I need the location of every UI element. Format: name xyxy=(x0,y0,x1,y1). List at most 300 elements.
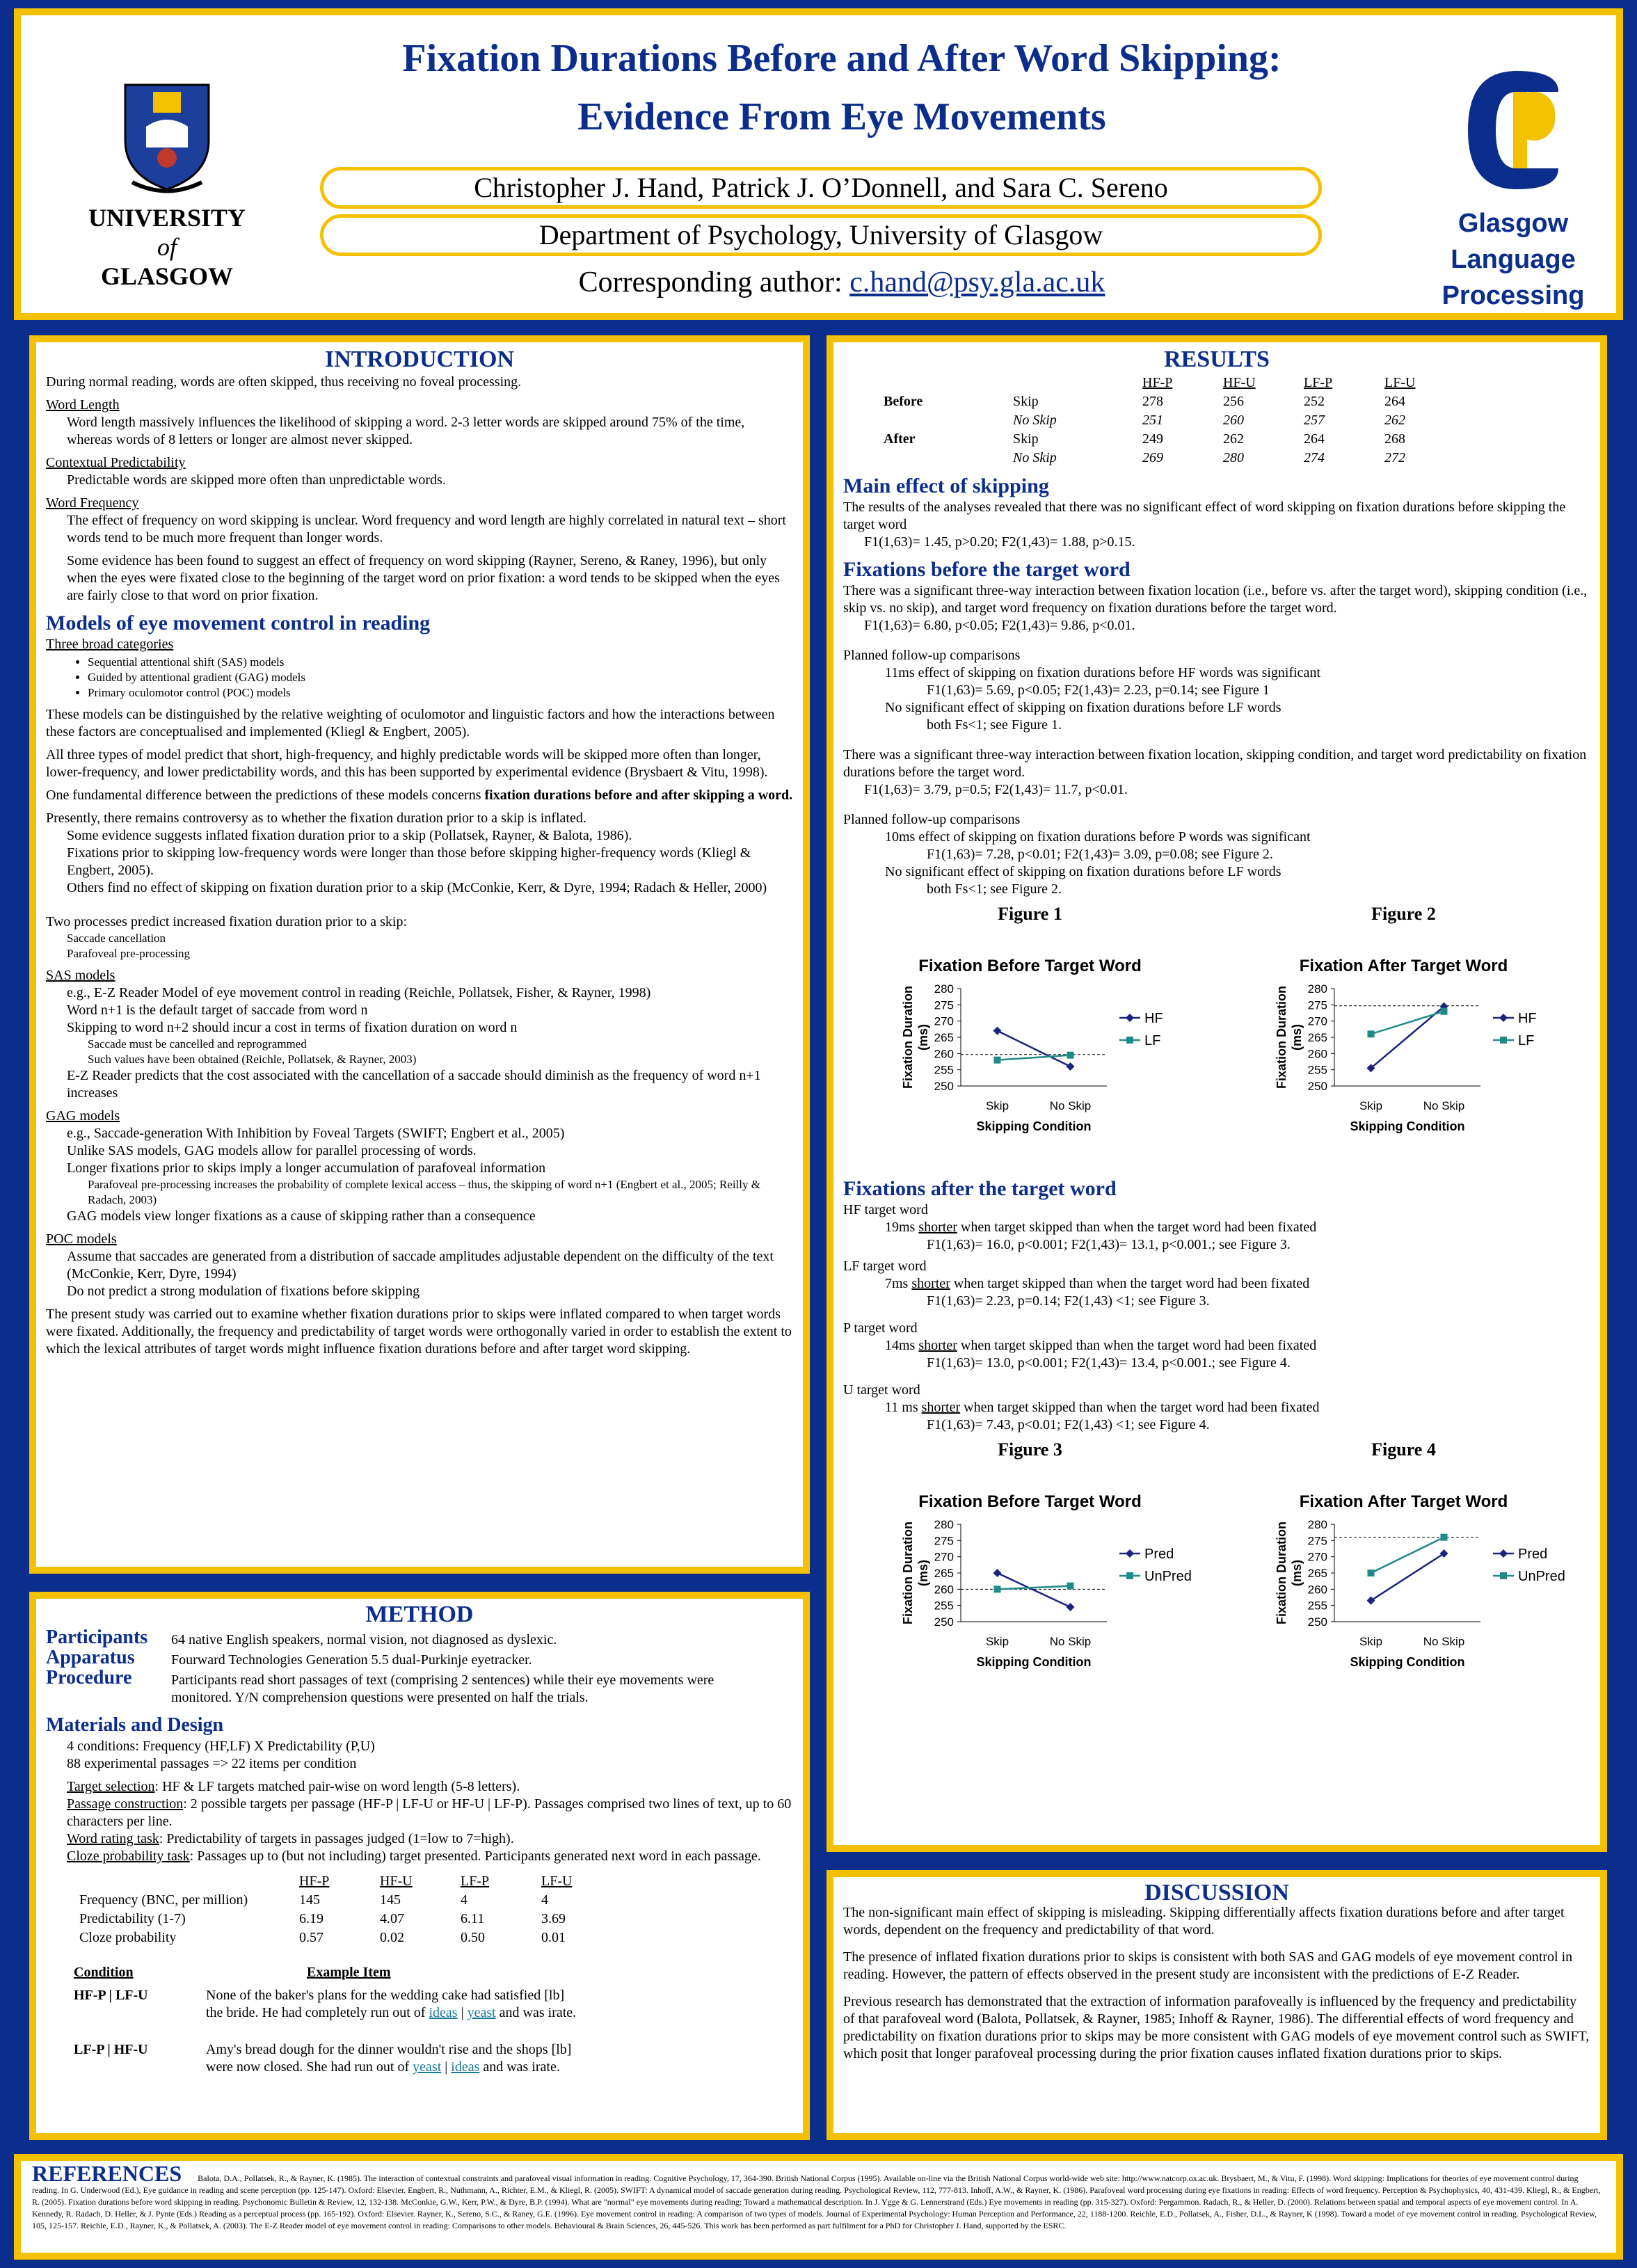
poc-item: Do not predict a strong modulation of fixations before skipping xyxy=(67,1284,420,1299)
intro-paragraph-4a: Some evidence suggests inflated fixation duration prior to a skip (Pollatsek, Rayner, & Balota, 1986). xyxy=(67,828,632,843)
materials-heading: Materials and Design xyxy=(46,1714,224,1736)
cloze-task: Cloze probability task: Passages up to (but not including) target presented. Participants generated next word in each passage. xyxy=(67,1848,761,1864)
x-tick-label: No Skip xyxy=(1049,1099,1091,1112)
chart-figure-3 xyxy=(863,1510,1197,1698)
label: Cloze probability task xyxy=(67,1848,190,1864)
example-condition: HF-P | LF-U xyxy=(74,1988,148,2003)
x-tick-label: Skip xyxy=(1359,1099,1382,1112)
text-span: when target skipped than when the target word had been fixated xyxy=(957,1220,1317,1235)
legend-marker xyxy=(1500,1572,1507,1579)
table-cell: 0.01 xyxy=(541,1930,566,1945)
legend-marker xyxy=(1500,1037,1507,1044)
chart-figure-1 xyxy=(863,975,1197,1163)
table-row xyxy=(74,1891,616,1910)
table-cell: 251 xyxy=(1142,413,1163,428)
chart-title: Fixation After Target Word xyxy=(1299,957,1508,975)
models-heading: Models of eye movement control in reading xyxy=(46,612,431,634)
word-frequency-heading: Word Frequency xyxy=(46,495,139,511)
after-hf-stats: F1(1,63)= 16.0, p<0.001; F2(1,43)= 13.1, p<0.001.; see Figure 3. xyxy=(927,1237,1291,1252)
series-line-unpred xyxy=(1371,1538,1444,1573)
table-cell xyxy=(878,411,1007,430)
stimulus-properties-table xyxy=(74,1872,616,1947)
university-crest-icon xyxy=(104,71,230,200)
table-cell: 4.07 xyxy=(380,1911,404,1926)
university-line-2: of xyxy=(157,233,177,261)
model-categories-list xyxy=(46,655,793,701)
y-tick-label: 250 xyxy=(1307,1080,1327,1093)
process-item: Saccade cancellation xyxy=(67,932,166,945)
example-item xyxy=(206,2041,571,2076)
word-length-heading: Word Length xyxy=(46,397,120,413)
table-cell: 264 xyxy=(1304,431,1325,447)
table-cell: 145 xyxy=(380,1892,401,1908)
glp-line-3: Processing xyxy=(1442,281,1585,310)
contextual-predictability-text: Predictable words are skipped more often than unpredictable words. xyxy=(67,472,446,488)
table-cell: 257 xyxy=(1304,413,1325,428)
references-text: Balota, D.A., Pollatsek, R., & Rayner, K. (1985). The interaction of contextual constraints and parafoveal visual information in reading. Cognitive Psychology, 17, 364-390. British National Corpus (1995). Available on-line via the British National Corpus world-wide web site: http://www.natcorp.ox.ac.uk. Brysbaert, M., & Vitu, F. (1998). Word skipping: Implications for theories of eye movement control during reading. In G. Underwood (Ed.), Eye guidance in reading and scene perception (pp. 125-147). Oxford: Elsevier. Engbert, R., Nuthmann, A., Richter, E.M., & Kliegl, R. (2005). SWIFT: A dynamical model of saccade generation during reading. Psychological Review, 112, 777-813. Inhoff, A.W., & Rayner, K. (1986). Parafoveal word processing during eye fixations in reading: Effects of word frequency. Perception & Psychophysics, 40, 431-439. Kliegl, R., & Engbert, R. (2005). Fixation durations before word skipping in reading. Psychonomic Bulletin & Review, 12, 132-138. McConkie, G.W., Kerr, P.W., & Dyre, B.P. (1994). What are "normal" eye movements during reading: Toward a mathematical description. In J. Ygge & G. Lennerstrand (Eds.) Eye movements in reading (pp. 315-327). Oxford: Pergammon. Radach, R., & Heller, D. (2000). Relations between spatial and temporal aspects of eye movement control. In A. Kennedy, R. Radach, D. Heller, & J. Pynte (Eds.) Reading as a perceptual process (pp. 165-192). Oxford: Elsevier. Rayner, K., Sereno, S.C., & Raney, G.E. (1996). Eye movement control in reading: A comparison of two types of models. Journal of Experimental Psychology: Human Perception and Performance, 22, 1188-1200. Reichle, E.D., Pollatsek, A., Fisher, D.L., & Rayner, K (1998). Toward a model of eye movement control in reading. Psychological Review, 105, 125-157. Reichle, E.D., Rayner, K., & Pollatsek, A. (2003). The E-Z Reader model of eye movement control in reading: Comparisons to other models. Behavioural & Brain Sciences, 26, 445-526. This work has been performed as part fulfilment for a PhD for Christopher J. Hand, supported by the ESRC. xyxy=(32,2173,1601,2230)
series-line-pred xyxy=(1371,1554,1444,1601)
table-cell xyxy=(1007,374,1137,392)
table-header: LF-P xyxy=(461,1874,490,1889)
y-tick-label: 280 xyxy=(934,1518,954,1531)
after-hf-text xyxy=(843,1219,1590,1236)
legend-label: UnPred xyxy=(1144,1569,1192,1584)
x-axis-label: Skipping Condition xyxy=(976,1655,1091,1669)
intro-paragraph-4b: Fixations prior to skipping low-frequency words were longer than those before skipping higher-frequency words (Kliegl & Engbert, 2005). xyxy=(67,845,751,878)
text-span: 7ms xyxy=(885,1276,912,1291)
data-point xyxy=(993,1027,1001,1035)
y-tick-label: 265 xyxy=(1307,1567,1327,1580)
results-table xyxy=(878,374,1460,468)
participants-label: Participants xyxy=(46,1627,148,1648)
y-tick-label: 260 xyxy=(1307,1583,1327,1597)
y-tick-label: 265 xyxy=(1307,1031,1327,1044)
followup-heading: Planned follow-up comparisons xyxy=(843,812,1021,827)
followup-stats: F1(1,63)= 5.69, p<0.05; F2(1,43)= 2.23, p=0.14; see Figure 1 xyxy=(927,682,1270,698)
materials-item: 4 conditions: Frequency (HF,LF) X Predictability (P,U) xyxy=(67,1739,375,1754)
table-row xyxy=(878,411,1460,430)
y-tick-label: 260 xyxy=(934,1047,954,1061)
glp-wordmark xyxy=(1419,205,1607,314)
after-u-text xyxy=(843,1399,1590,1416)
after-lf-text xyxy=(843,1275,1590,1293)
table-header: LF-U xyxy=(541,1874,573,1889)
y-tick-label: 255 xyxy=(934,1599,954,1613)
example-item xyxy=(206,1987,576,2022)
x-tick-label: Skip xyxy=(985,1099,1009,1112)
table-cell xyxy=(878,449,1007,468)
text-span: were now closed. She had run out of xyxy=(206,2059,413,2075)
x-tick-label: Skip xyxy=(1359,1635,1382,1648)
chart-title: Fixation Before Target Word xyxy=(918,1492,1142,1511)
y-tick-label: 260 xyxy=(1307,1047,1327,1061)
list-item: • Primary oculomotor control (POC) models xyxy=(88,685,793,701)
legend-marker xyxy=(1126,1572,1133,1579)
y-tick-label: 250 xyxy=(934,1615,954,1629)
table-cell: Cloze probability xyxy=(79,1930,177,1945)
results-heading: RESULTS xyxy=(1164,346,1270,372)
table-cell: 264 xyxy=(1384,394,1405,409)
poc-heading: POC models xyxy=(46,1231,117,1247)
gag-item: e.g., Saccade-generation With Inhibition by Foveal Targets (SWIFT; Engbert et al., 2005) xyxy=(67,1126,565,1141)
contextual-predictability-heading: Contextual Predictability xyxy=(46,455,186,470)
after-u-label: U target word xyxy=(843,1382,920,1398)
example-line: Amy's bread dough for the dinner wouldn't rise and the shops [lb] xyxy=(206,2042,572,2057)
example-line xyxy=(206,2004,576,2022)
table-cell: 6.19 xyxy=(299,1911,324,1926)
data-point xyxy=(993,1057,1000,1064)
series-line-hf xyxy=(997,1031,1070,1067)
data-point xyxy=(1367,1030,1374,1037)
after-lf-label: LF target word xyxy=(843,1259,927,1274)
table-cell: 252 xyxy=(1304,394,1325,409)
chart-figure-4 xyxy=(1237,1510,1571,1698)
introduction-panel xyxy=(29,335,810,1574)
introduction-heading: INTRODUCTION xyxy=(324,346,515,372)
data-point xyxy=(1440,1008,1447,1015)
example-line: None of the baker's plans for the wedding cake had satisfied [lb] xyxy=(206,1988,565,2003)
after-u-stats: F1(1,63)= 7.43, p<0.01; F2(1,43) <1; see Figure 4. xyxy=(927,1417,1210,1432)
example-line xyxy=(206,2059,571,2076)
y-tick-label: 250 xyxy=(934,1080,954,1093)
text-span: 14ms xyxy=(885,1338,919,1353)
table-header: HF-P xyxy=(1142,375,1173,390)
y-tick-label: 280 xyxy=(934,982,954,996)
text: Passages up to (but not including) target presented. Participants generated next word in each passage. xyxy=(197,1848,761,1864)
y-axis-label: Fixation Duration xyxy=(1274,986,1288,1089)
legend-marker xyxy=(1499,1014,1508,1022)
data-point xyxy=(993,1586,1000,1592)
y-tick-label: 275 xyxy=(1307,998,1327,1012)
data-point xyxy=(1066,1603,1074,1611)
legend-label: UnPred xyxy=(1517,1569,1565,1584)
followup-stats: F1(1,63)= 7.28, p<0.01; F2(1,43)= 3.09, p=0.08; see Figure 2. xyxy=(927,847,1273,862)
y-tick-label: 265 xyxy=(934,1031,954,1044)
y-tick-label: 275 xyxy=(934,998,954,1012)
main-effect-text: The results of the analyses revealed that there was no significant effect of word skipping on fixation durations before skipping the target word xyxy=(843,500,1566,532)
table-cell: 274 xyxy=(1304,450,1325,465)
method-heading: METHOD xyxy=(365,1602,474,1627)
text-span: when target skipped than when the target word had been fixated xyxy=(960,1400,1320,1415)
sas-item: e.g., E-Z Reader Model of eye movement control in reading (Reichle, Pollatsek, Fisher, & Rayner, 1998) xyxy=(67,985,651,1000)
table-cell: 262 xyxy=(1384,413,1405,428)
after-heading: Fixations after the target word xyxy=(843,1177,1117,1200)
target-word: ideas xyxy=(429,2005,458,2020)
followup-heading: Planned follow-up comparisons xyxy=(843,648,1021,663)
authors-box xyxy=(320,167,1322,209)
header-panel xyxy=(14,8,1623,320)
followup-stats: both Fs<1; see Figure 2. xyxy=(927,881,1062,897)
table-row xyxy=(878,449,1460,468)
process-item: Parafoveal pre-processing xyxy=(67,947,191,960)
table-cell: 256 xyxy=(1223,394,1244,409)
y-tick-label: 260 xyxy=(934,1583,954,1597)
x-tick-label: No Skip xyxy=(1423,1635,1464,1648)
figure-label: Figure 1 xyxy=(998,904,1062,924)
y-tick-label: 280 xyxy=(1307,1518,1327,1531)
text-span: shorter xyxy=(918,1338,957,1353)
example-row-2 xyxy=(74,2041,793,2076)
table-cell: 280 xyxy=(1223,450,1244,465)
example-row-1 xyxy=(74,1987,793,2022)
passage-construction: Passage construction: 2 possible targets per passage (HF-P | LF-U or HF-U | LF-P). Passages comprised two lines of text, up to 60 characters per line. xyxy=(67,1796,792,1829)
figure-3 xyxy=(863,1441,1197,1703)
references-panel xyxy=(14,2154,1623,2260)
sas-subitem: Saccade must be cancelled and reprogrammed xyxy=(88,1037,307,1051)
table-row xyxy=(878,392,1460,411)
glp-logo-icon xyxy=(1454,64,1572,196)
series-line-lf xyxy=(1371,1012,1444,1035)
procedure-label: Procedure xyxy=(46,1667,132,1688)
table-cell: 4 xyxy=(541,1892,548,1908)
materials-item: 88 experimental passages => 22 items per condition xyxy=(67,1756,357,1771)
after-lf-stats: F1(1,63)= 2.23, p=0.14; F2(1,43) <1; see Figure 3. xyxy=(927,1293,1210,1309)
table-cell xyxy=(878,374,1007,392)
table-cell: 145 xyxy=(299,1892,320,1908)
sas-heading: SAS models xyxy=(46,968,115,983)
table-cell: 249 xyxy=(1142,431,1163,447)
poster-title xyxy=(327,29,1357,146)
table-cell: 268 xyxy=(1384,431,1405,447)
series-line-unpred xyxy=(997,1586,1070,1590)
list-item: • Sequential attentional shift (SAS) models xyxy=(88,655,793,670)
text-span: when target skipped than when the target word had been fixated xyxy=(950,1276,1310,1291)
y-tick-label: 280 xyxy=(1307,982,1327,996)
word-frequency-text-1: The effect of frequency on word skipping is unclear. Word frequency and word length are highly correlated in natural text – short words tend to be much more frequent than longer words. xyxy=(67,513,786,545)
data-point xyxy=(1066,1062,1074,1071)
sas-item: Skipping to word n+2 should incur a cost in terms of fixation duration on word n xyxy=(67,1020,518,1035)
table-cell: 260 xyxy=(1223,413,1244,428)
chart-title: Fixation After Target Word xyxy=(1299,1492,1508,1511)
apparatus-text: Fourward Technologies Generation 5.5 dual-Purkinje eyetracker. xyxy=(171,1652,532,1668)
word-length-text: Word length massively influences the likelihood of skipping a word. 2-3 letter words are skipped around 75% of the time, whereas words of 8 letters or longer are almost never skipped. xyxy=(67,415,745,447)
before-stats-1: F1(1,63)= 6.80, p<0.05; F2(1,43)= 9.86, p<0.01. xyxy=(864,618,1135,633)
word-rating: Word rating task: Predictability of targets in passages judged (1=low to 7=high). xyxy=(67,1831,514,1846)
followup-stats: both Fs<1; see Figure 1. xyxy=(927,717,1062,733)
data-point xyxy=(1067,1583,1073,1590)
sas-subitem: Such values have been obtained (Reichle, Pollatsek, & Rayner, 2003) xyxy=(88,1053,417,1066)
table-cell: After xyxy=(884,431,916,447)
y-tick-label: 255 xyxy=(1307,1063,1327,1077)
y-tick-label: 255 xyxy=(934,1063,954,1077)
corr-label: Corresponding author: xyxy=(578,266,843,298)
text-span: | xyxy=(441,2059,452,2075)
text-span: One fundamental difference between the predictions of these models concerns xyxy=(46,788,485,803)
main-effect-heading: Main effect of skipping xyxy=(843,474,1049,497)
followup-item: No significant effect of skipping on fixation durations before LF words xyxy=(885,700,1281,715)
target-word: ideas xyxy=(451,2059,480,2075)
data-point xyxy=(1440,1534,1447,1541)
legend-marker xyxy=(1126,1549,1134,1558)
y-tick-label: 275 xyxy=(1307,1534,1327,1548)
after-p-text xyxy=(843,1337,1590,1355)
table-cell: 0.50 xyxy=(461,1930,485,1945)
series-line-pred xyxy=(997,1573,1070,1607)
discussion-heading: DISCUSSION xyxy=(1144,1880,1289,1906)
text-span: 11 ms xyxy=(885,1400,922,1415)
table-cell: 278 xyxy=(1142,394,1163,409)
references-heading: REFERENCES xyxy=(32,2161,182,2186)
after-p-label: P target word xyxy=(843,1320,918,1336)
y-tick-label: 265 xyxy=(934,1567,954,1580)
x-tick-label: Skip xyxy=(985,1635,1009,1648)
table-row xyxy=(74,1910,616,1928)
table-cell: 272 xyxy=(1384,450,1405,465)
table-cell: Frequency (BNC, per million) xyxy=(79,1892,248,1908)
discussion-panel xyxy=(827,1870,1607,2140)
label: Word rating task xyxy=(67,1831,159,1846)
apparatus-label: Apparatus xyxy=(46,1647,135,1668)
bold-span: fixation durations before and after skipping a word. xyxy=(484,788,793,803)
table-cell xyxy=(74,1872,294,1891)
example-item-header: Example Item xyxy=(307,1965,391,1980)
figure-label: Figure 4 xyxy=(1371,1439,1436,1460)
target-word: yeast xyxy=(467,2005,496,2020)
y-axis-label: Fixation Duration xyxy=(900,986,915,1089)
university-line-1: UNIVERSITY xyxy=(88,204,246,232)
method-panel xyxy=(29,1592,810,2140)
figure-4 xyxy=(1237,1441,1571,1703)
y-axis-label-unit: (ms) xyxy=(916,1023,930,1051)
chart-title: Fixation Before Target Word xyxy=(918,957,1142,975)
table-cell: 6.11 xyxy=(461,1911,485,1926)
table-cell: 0.02 xyxy=(380,1930,404,1945)
university-line-3: GLASGOW xyxy=(100,262,234,290)
label: Target selection xyxy=(67,1779,155,1794)
gag-item: Longer fixations prior to skips imply a longer accumulation of parafoveal information xyxy=(67,1160,546,1176)
table-cell: 0.57 xyxy=(299,1930,324,1945)
chart-figure-2 xyxy=(1237,975,1571,1163)
table-cell: No Skip xyxy=(1013,450,1057,465)
word-frequency-text-2: Some evidence has been found to suggest an effect of frequency on word skipping (Rayner, Sereno, & Raney, 1996), but only when the eyes were fixated close to the beginning of the target word on prior fixation: a word tends to be skipped when the eyes are fairly close to that word on prior fixation. xyxy=(67,553,780,603)
before-stats-2: F1(1,63)= 3.79, p=0.5; F2(1,43)= 11.7, p<0.01. xyxy=(864,782,1128,797)
x-tick-label: No Skip xyxy=(1049,1635,1091,1648)
text-span: 19ms xyxy=(885,1220,919,1235)
department-box xyxy=(320,214,1322,256)
table-header: LF-P xyxy=(1304,375,1333,390)
table-cell: Before xyxy=(884,394,923,409)
y-axis-label: Fixation Duration xyxy=(900,1522,915,1624)
participants-text: 64 native English speakers, normal vision, not diagnosed as dyslexic. xyxy=(171,1632,557,1647)
y-tick-label: 270 xyxy=(934,1550,954,1564)
intro-closing: The present study was carried out to examine whether fixation durations prior to skips were inflated compared to when target words were fixated. Additionally, the frequency and predictability of target words were orthogonally varied in order to establish the extent to which the lexical attributes of target words might influence fixation durations before and after target word skipping. xyxy=(46,1307,792,1357)
text-span: the bride. He had completely run out of xyxy=(206,2005,429,2020)
legend-label: HF xyxy=(1517,1011,1537,1026)
table-header-row xyxy=(74,1872,616,1891)
table-cell: 3.69 xyxy=(541,1911,566,1926)
procedure-text: Participants read short passages of text (comprising 2 sentences) while their eye movements were monitored. Y/N comprehension questions were presented on half the trials. xyxy=(171,1672,714,1705)
y-tick-label: 270 xyxy=(934,1014,954,1028)
gag-heading: GAG models xyxy=(46,1108,120,1124)
discussion-paragraph-3: Previous research has demonstrated that the extraction of information parafoveally is influenced by the frequency and predictability of that parafoveal word (Balota, Pollatsek, & Rayner, 1985; Inhoff & Rayner, 1986). The differential effects of word frequency and predictability on fixation durations prior to skips may be more consistent with GAG models of eye movement control such as SWIFT, which posit that longer parafoveal processing during the prior fixation causes inflated fixation durations prior to skips. xyxy=(843,1994,1590,2061)
corresponding-author xyxy=(327,266,1357,299)
glp-line-1: Glasgow xyxy=(1458,209,1569,238)
text-span: and was irate. xyxy=(479,2059,560,2075)
example-condition: LF-P | HF-U xyxy=(74,2042,148,2057)
y-tick-label: 270 xyxy=(1307,1014,1327,1028)
legend-label: Pred xyxy=(1517,1547,1547,1562)
series-line-hf xyxy=(1371,1007,1444,1069)
intro-paragraph-2: All three types of model predict that short, high-frequency, and highly predictable words will be skipped more often than longer, lower-frequency, and lower predictability words, and this has been supported by experimental evidence (Brysbaert & Vitu, 1998). xyxy=(46,747,768,780)
data-point xyxy=(993,1569,1001,1577)
sas-item: Word n+1 is the default target of saccade from word n xyxy=(67,1003,368,1018)
table-header: HF-U xyxy=(1223,375,1256,390)
x-tick-label: No Skip xyxy=(1423,1099,1464,1112)
figure-label: Figure 2 xyxy=(1371,904,1436,924)
text: HF & LF targets matched pair-wise on word length (5-8 letters). xyxy=(162,1779,520,1794)
discussion-paragraph-1: The non-significant main effect of skipping is misleading. Skipping differentially affects fixation durations before and after target words, dependent on the frequency and predictability of that word. xyxy=(843,1905,1565,1938)
target-selection: Target selection: HF & LF targets matched pair-wise on word length (5-8 letters). xyxy=(67,1779,520,1794)
text-span: shorter xyxy=(918,1220,957,1235)
x-axis-label: Skipping Condition xyxy=(1350,1119,1464,1133)
legend-marker xyxy=(1499,1549,1508,1558)
gag-item: GAG models view longer fixations as a cause of skipping rather than a consequence xyxy=(67,1208,536,1224)
text-span: | xyxy=(457,2005,468,2020)
figure-label: Figure 3 xyxy=(998,1439,1062,1460)
procedure-row xyxy=(46,1669,793,1707)
legend-marker xyxy=(1126,1037,1133,1044)
university-wordmark xyxy=(63,203,271,291)
followup-item: 11ms effect of skipping on fixation durations before HF words was significant xyxy=(885,665,1320,680)
table-cell: No Skip xyxy=(1013,413,1057,428)
figure-2 xyxy=(1237,905,1571,1167)
apparatus-row xyxy=(46,1649,793,1669)
table-row xyxy=(878,430,1460,449)
table-cell: 4 xyxy=(461,1892,468,1908)
condition-header: Condition xyxy=(74,1965,134,1980)
table-header: LF-U xyxy=(1384,375,1416,390)
gag-item: Unlike SAS models, GAG models allow for parallel processing of words. xyxy=(67,1143,477,1158)
text-span: shorter xyxy=(921,1400,961,1415)
x-axis-label: Skipping Condition xyxy=(976,1119,1091,1133)
authors: Christopher J. Hand, Patrick J. O’Donnell, and Sara C. Sereno xyxy=(474,172,1168,203)
legend-label: LF xyxy=(1144,1033,1160,1048)
data-point xyxy=(1067,1052,1073,1059)
followup-item: 10ms effect of skipping on fixation durations before P words was significant xyxy=(885,829,1311,845)
table-header-row xyxy=(878,374,1460,392)
before-text-2: There was a significant three-way interaction between fixation location, skipping condition, and target word predictability on fixation durations before the target word. xyxy=(843,747,1587,780)
y-axis-label-unit: (ms) xyxy=(1289,1023,1304,1051)
results-panel xyxy=(827,335,1607,1852)
y-tick-label: 255 xyxy=(1307,1599,1327,1613)
data-point xyxy=(1367,1570,1374,1576)
figure-1 xyxy=(863,905,1197,1167)
table-cell: Predictability (1-7) xyxy=(79,1911,186,1926)
after-p-stats: F1(1,63)= 13.0, p<0.001; F2(1,43)= 13.4, p<0.001.; see Figure 4. xyxy=(927,1355,1291,1371)
data-point xyxy=(1439,1549,1448,1558)
discussion-paragraph-2: The presence of inflated fixation durations prior to skips is consistent with both SAS and GAG models of eye movement control in reading. However, the pattern of effects observed in the present study are inconsistent with the predictions of E-Z Reader. xyxy=(843,1949,1573,1982)
glp-logo xyxy=(1419,64,1607,314)
y-axis-label-unit: (ms) xyxy=(916,1559,930,1587)
legend-label: LF xyxy=(1517,1033,1534,1048)
table-cell: Skip xyxy=(1013,431,1039,447)
target-word: yeast xyxy=(413,2059,442,2075)
table-cell: Skip xyxy=(1013,394,1039,409)
text: 2 possible targets per passage (HF-P | LF-U or HF-U | LF-P). Passages comprised two lines of text, up to 60 characters per line. xyxy=(67,1796,792,1829)
x-axis-label: Skipping Condition xyxy=(1350,1655,1464,1669)
figure-row-2 xyxy=(843,1441,1590,1703)
table-header: HF-P xyxy=(299,1874,330,1889)
list-item: • Guided by attentional gradient (GAG) models xyxy=(88,670,793,685)
y-tick-label: 270 xyxy=(1307,1550,1327,1564)
categories-heading: Three broad categories xyxy=(46,637,174,652)
text-span: when target skipped than when the target word had been fixated xyxy=(957,1338,1317,1353)
title-line-2: Evidence From Eye Movements xyxy=(577,95,1106,138)
main-effect-stats: F1(1,63)= 1.45, p>0.20; F2(1,43)= 1.88, p>0.15. xyxy=(864,534,1135,550)
intro-paragraph-4: Presently, there remains controversy as to whether the fixation duration prior to a skip is inflated. xyxy=(46,810,586,826)
data-point xyxy=(1366,1597,1375,1605)
corr-email-link[interactable]: c.hand@psy.gla.ac.uk xyxy=(849,266,1105,298)
